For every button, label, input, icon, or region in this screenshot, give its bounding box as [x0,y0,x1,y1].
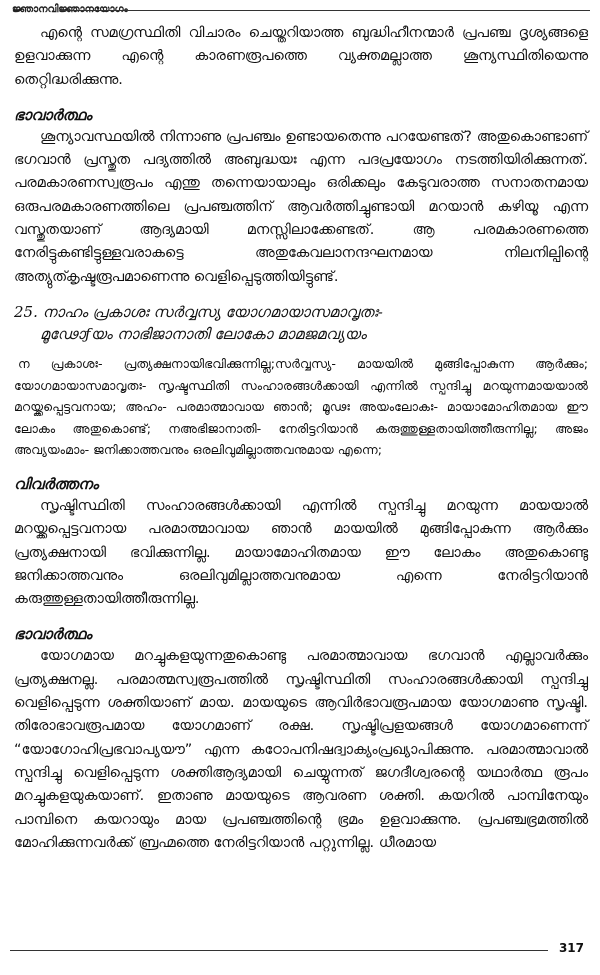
translation-paragraph: സൃഷ്ടിസ്ഥിതി സംഹാരങ്ങൾക്കായി എന്നിൽ സ്പന്ദിച്ചു മറയുന്ന മായയാൽ മറയ്ക്കപ്പെട്ടവനായ പരമാത്മാവായ ഞാൻ മായയിൽ മുങ്ങിപ്പോകുന്ന ആർക്കും പ്രത്യക്ഷനായി ഭവിക്കുന്നില്ല. മായാമോഹിതമായ ഈ ലോകം അതുകൊണ്ടു ജനിക്കാത്തവനും ഒരലിവുമില്ലാത്തവനുമായ എന്നെ നേരിട്ടറിയാൻ കരുത്തുള്ളതായിത്തീരുന്നില്ല. [14,497,588,608]
footer-rule [10,950,548,951]
commentary-paragraph: യോഗമായ മറച്ചുകളയുന്നതുകൊണ്ടു പരമാത്മാവായ ഭഗവാൻ എല്ലാവർക്കും പ്രത്യക്ഷനല്ല. പരമാത്മസ്വരൂപത്തിൽ സൃഷ്ടിസ്ഥിതി സംഹാരങ്ങൾക്കായി സ്പന്ദിച്ചു വെളിപ്പെടുന്ന ശക്തിയാണ് മായ. മായയുടെ ആവിർഭാവരൂപമായ യോഗമാണു സൃഷ്ടി. തിരോഭാവരൂപമായ യോഗമാണ് രക്ഷ. സൃഷ്ടിപ്രളയങ്ങൾ യോഗമാണെന്ന് “യോഗോഹിപ്രഭവാപ്യയൗ” എന്ന കഠോപനിഷദ്വാക്യംപ്രഖ്യാപിക്കുന്നു. പരമാത്മാവാൽ സ്പന്ദിച്ചു വെളിപ്പെടുന്ന ശക്തിആദ്യമായി ചെയ്യുന്നത് ജഗദീശ്വരന്റെ യഥാർത്ഥ രൂപം മറച്ചുകളയുകയാണ്. ഇതാണു മായയുടെ ആവരണ ശക്തി. കയറിൽ പാമ്പിനേയും പാമ്പിനെ കയറായും മായ പ്രപഞ്ചത്തിന്റെ ഭ്രമം ഉളവാക്കുന്നു. പ്രപഞ്ചഭ്രമത്തിൽ മോഹിക്കുന്നവർക്ക് ബ്രഹ്മത്തെ നേരിട്ടറിയാൻ പറ്റുന്നില്ല. ധീരമായ [14,648,588,851]
verse-line: 25. നാഹം പ്രകാശഃ സർവ്വസ്യ യോഗമായാസമാവൃതഃ- [14,302,383,321]
word-meaning-paragraph: ന പ്രകാശഃ- പ്രത്യക്ഷനായിഭവിക്കുന്നില്ല;സർവ്വസ്യ- മായയിൽ മുങ്ങിപ്പോകുന്ന ആർക്കും; യോഗമായാസമാവൃതഃ- സൃഷ്ടസ്ഥിതി സംഹാരങ്ങൾക്കായി എന്നിൽ സ്പന്ദിച്ചു മറയുന്നമായയാൽ മറയ്ക്കപ്പെട്ടവനായ; അഹം- പരമാത്മാവായ ഞാൻ; മൂഢഃ അയംലോകഃ- മായാമോഹിതമായ ഈ ലോകം അതുകൊണ്ട്; നഅഭിജാനാതി- നേരിട്ടറിയാൻ കരുത്തുള്ളതായിത്തീരുന്നില്ല; അജം അവ്യയംമാം- ജനിക്കാത്തവനും ഒരലിവുമില്ലാത്തവനുമായ എന്നെ; [14,355,588,458]
section-heading-bhavartham: ഭാവാർത്ഥം [14,105,92,124]
intro-paragraph: എന്റെ സമഗ്രസ്ഥിതി വിചാരം ചെയ്തറിയാത്ത ബുദ്ധിഹീനന്മാർ പ്രപഞ്ച ദൃശ്യങ്ങളെ ഉളവാക്കുന്ന എന്റെ കാരണരൂപത്തെ വ്യക്തമല്ലാത്ത ശൂന്യസ്ഥിതിയെന്നു തെറ്റിദ്ധരിക്കുന്നു. [14,25,588,88]
section-heading-bhavartham: ഭാവാർത്ഥം [14,625,92,644]
running-head: ജ്ഞാനവിജ്ഞാനയോഗം [12,4,128,15]
header-rule [60,10,590,11]
page-number: 317 [558,941,584,955]
section-heading-vivarthanam: വിവർത്തനം [14,474,99,493]
page-content [14,22,588,855]
sanskrit-verse [14,301,588,345]
bhavartham-paragraph: ശൂന്യാവസ്ഥയിൽ നിന്നാണു പ്രപഞ്ചം ഉണ്ടായതെന്നു പറയേണ്ടത്? അതുകൊണ്ടാണ് ഭഗവാൻ പ്രസ്തുത പദ്യത്തിൽ അബുദ്ധയഃ എന്ന പദപ്രയോഗം നടത്തിയിരിക്കുന്നത്. പരമകാരണസ്വരൂപം എന്തു തന്നെയായാലും ഒരിക്കലും കേടുവരാത്ത സനാതനമായ ഒരുപരമകാരണത്തിലെ പ്രപഞ്ചത്തിന് ആവർത്തിച്ചുണ്ടായി മറയാൻ കഴിയൂ എന്ന വസ്തുതയാണ് ആദ്യമായി മനസ്സിലാക്കേണ്ടത്. ആ പരമകാരണത്തെ നേരിട്ടുകണ്ടിട്ടുള്ളവരാകട്ടെ അതുകേവലാനന്ദഘനമായ നിലനില്പിന്റെ അത്യുത്കൃഷ്ടരൂപമാണെന്നു വെളിപ്പെടുത്തിയിട്ടുണ്ട്. [14,128,588,285]
verse-line: മൂഢോƒയം നാഭിജാനാതി ലോകോ മാമജമവ്യയം [40,324,367,343]
